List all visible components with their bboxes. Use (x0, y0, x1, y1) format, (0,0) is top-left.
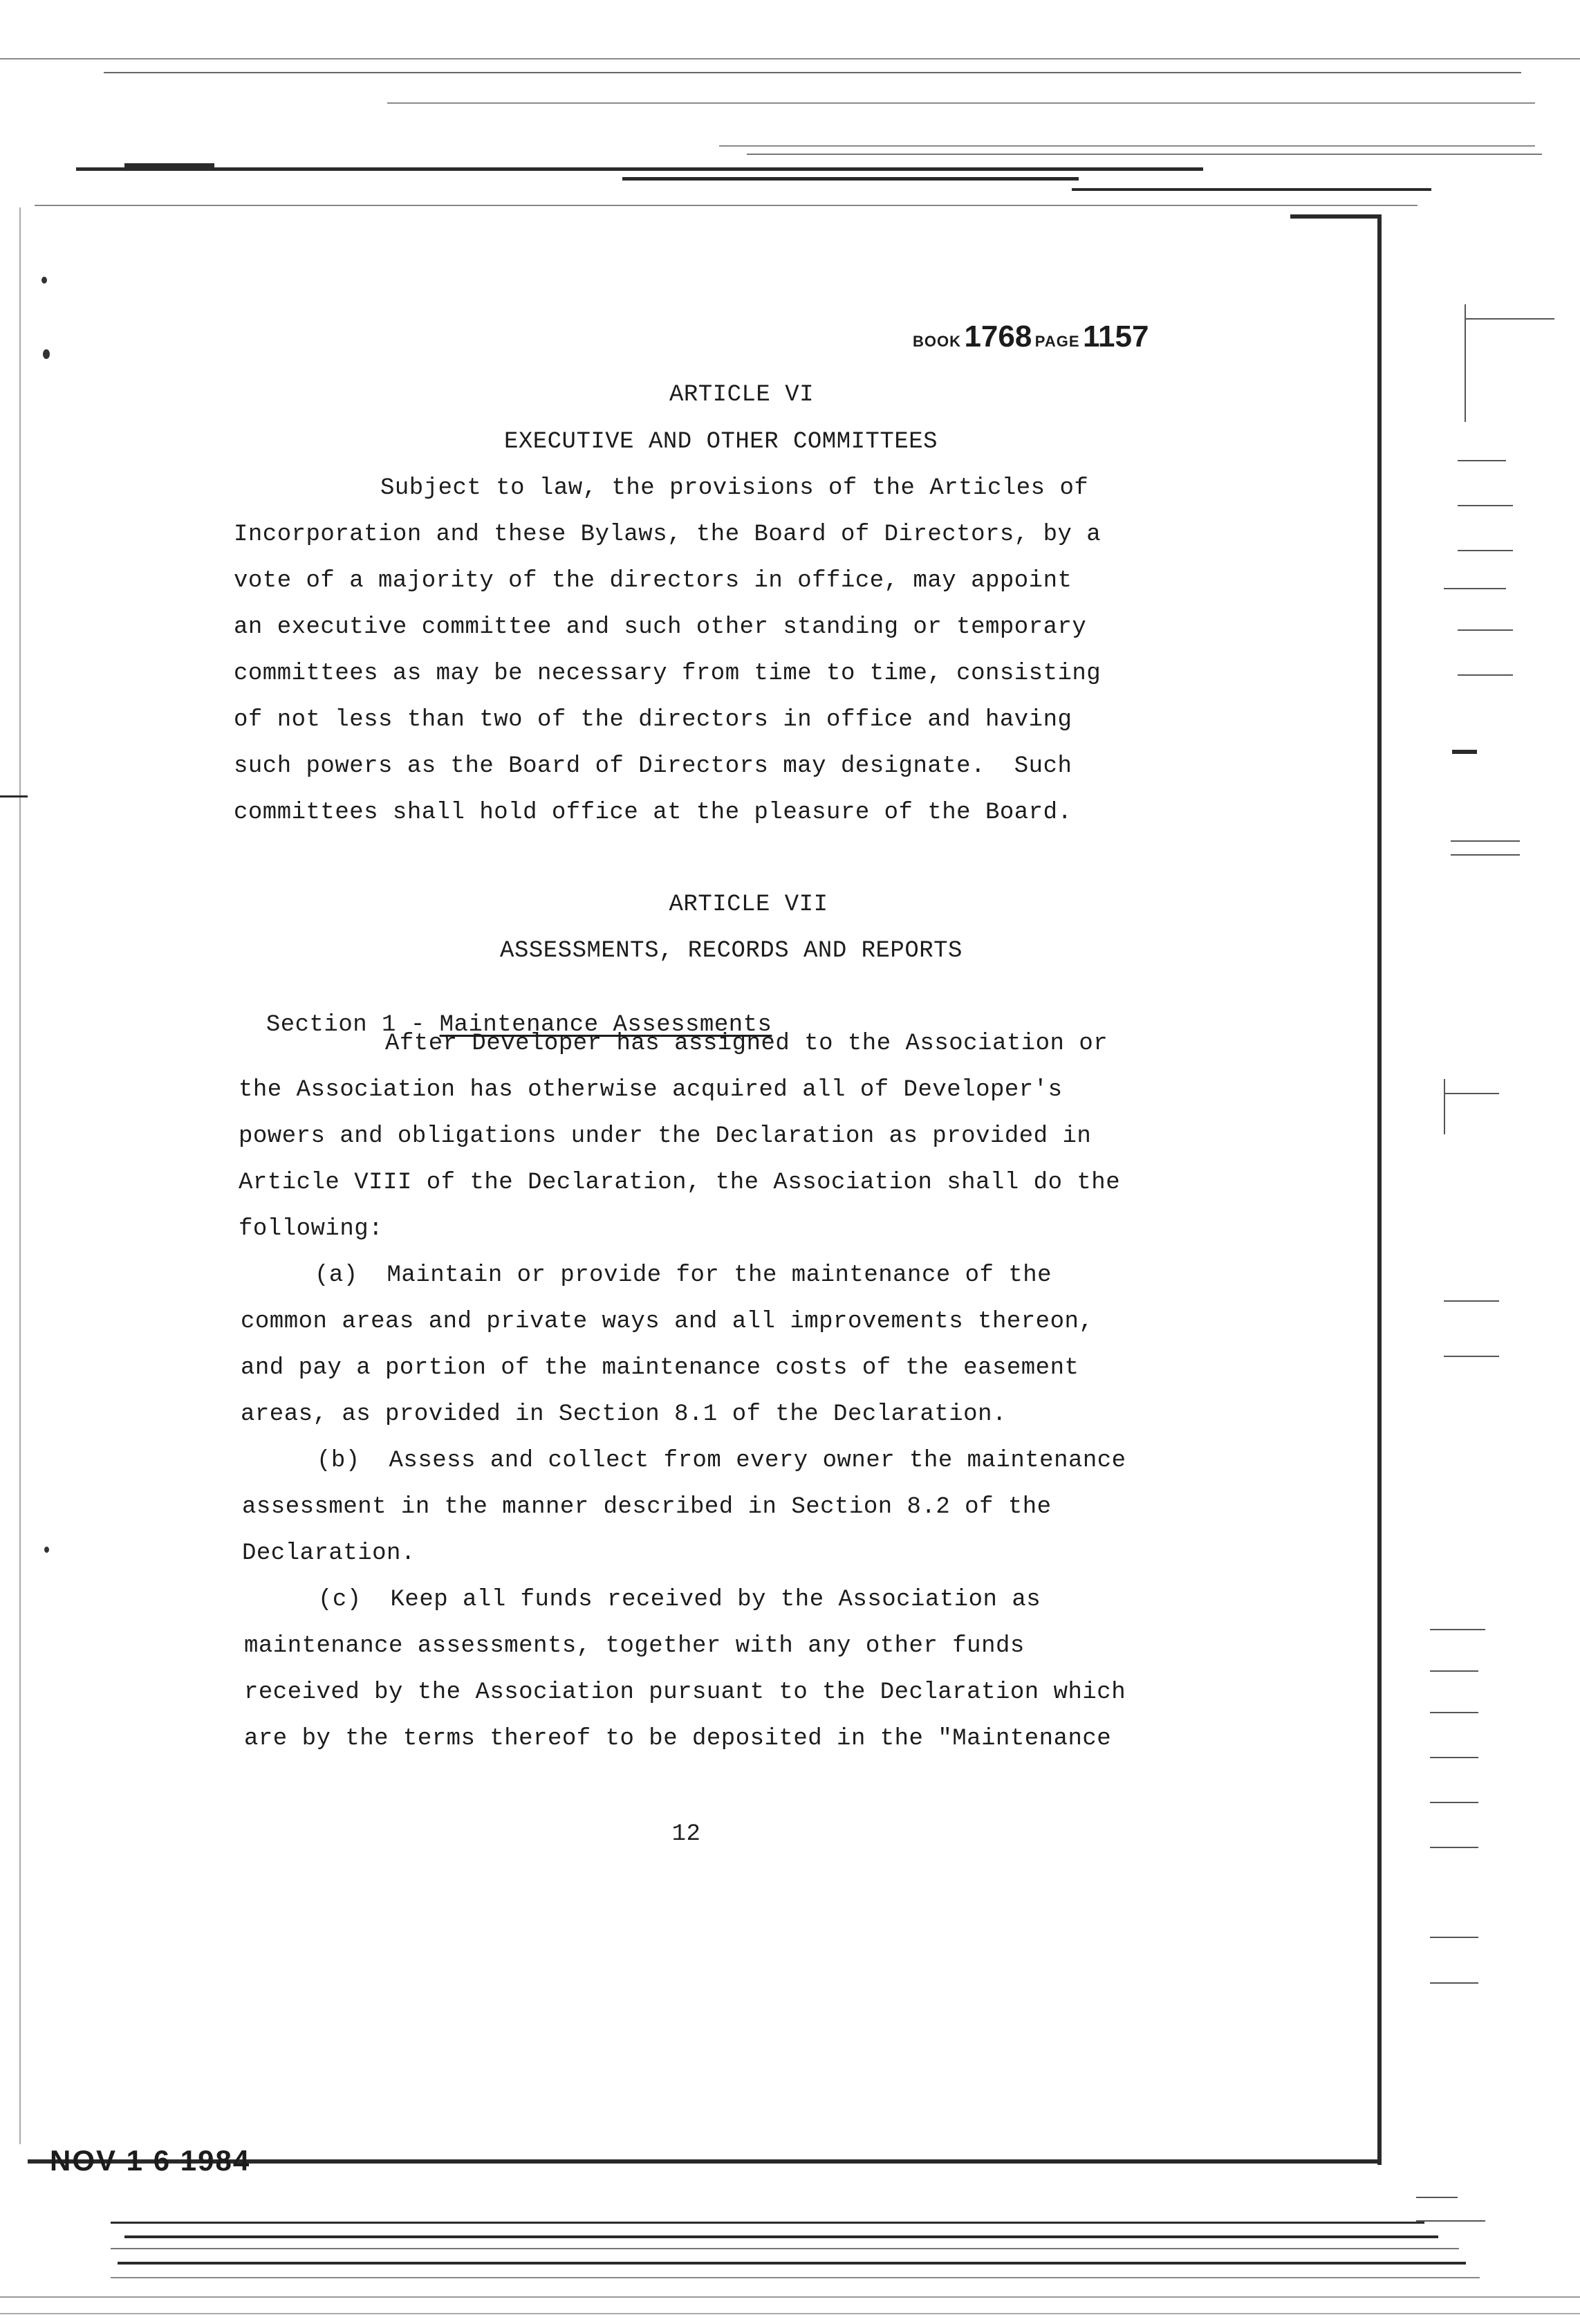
article-vii-title: ASSESSMENTS, RECORDS AND REPORTS (500, 938, 963, 964)
article-vii-heading: ARTICLE VII (669, 892, 828, 918)
paragraph-line: Incorporation and these Bylaws, the Board of Directors, by a (234, 522, 1102, 548)
paragraph-line: Article VIII of the Declaration, the Association shall do the (239, 1170, 1121, 1196)
paragraph-line: common areas and private ways and all improvements thereon, (241, 1309, 1094, 1335)
paragraph-line: (a) Maintain or provide for the maintenance of the (315, 1262, 1052, 1289)
book-number: 1768 (964, 320, 1032, 353)
paragraph-line: maintenance assessments, together with any other funds (244, 1633, 1025, 1659)
paragraph-line: assessment in the manner described in Section 8.2 of the (242, 1494, 1052, 1520)
paragraph-line: After Developer has assigned to the Association or (385, 1031, 1108, 1057)
paragraph-line: an executive committee and such other standing or temporary (234, 614, 1087, 640)
paragraph-line: following: (239, 1216, 384, 1242)
paragraph-line: areas, as provided in Section 8.1 of the Declaration. (241, 1401, 1007, 1428)
section-title: Maintenance Assessments (439, 1012, 772, 1038)
page-label: PAGE (1034, 333, 1080, 350)
paragraph-line: are by the terms thereof to be deposited in the "Maintenance (244, 1726, 1112, 1752)
page-number-stamp: 1157 (1082, 320, 1149, 353)
article-vi-heading: ARTICLE VI (669, 382, 815, 408)
page-number: 12 (671, 1821, 701, 1847)
paragraph-line: Declaration. (242, 1540, 416, 1567)
paragraph-line: the Association has otherwise acquired all of Developer's (239, 1077, 1063, 1103)
paragraph-line: of not less than two of the directors in office and having (234, 707, 1072, 733)
date-stamp: NOV 1 6 1984 (50, 2144, 251, 2177)
paragraph-line: (c) Keep all funds received by the Association as (318, 1587, 1041, 1613)
section-prefix: Section 1 - (266, 1012, 440, 1038)
paragraph-line: committees as may be necessary from time to time, consisting (234, 661, 1102, 687)
paragraph-line: and pay a portion of the maintenance costs of the easement (241, 1355, 1079, 1381)
paragraph-line: received by the Association pursuant to the Declaration which (244, 1679, 1126, 1706)
paragraph-line: powers and obligations under the Declaration as provided in (239, 1123, 1092, 1150)
paragraph-line: vote of a majority of the directors in office, may appoint (234, 568, 1072, 594)
article-vi-title: EXECUTIVE AND OTHER COMMITTEES (503, 429, 938, 455)
book-label: BOOK (913, 333, 961, 350)
paragraph-line: committees shall hold office at the pleasure of the Board. (234, 800, 1072, 826)
paragraph-line: such powers as the Board of Directors may designate. Such (234, 753, 1072, 780)
book-page-stamp (913, 320, 1149, 354)
paragraph-line: Subject to law, the provisions of the Articles of (380, 475, 1089, 501)
paragraph-line: (b) Assess and collect from every owner the maintenance (317, 1448, 1126, 1474)
